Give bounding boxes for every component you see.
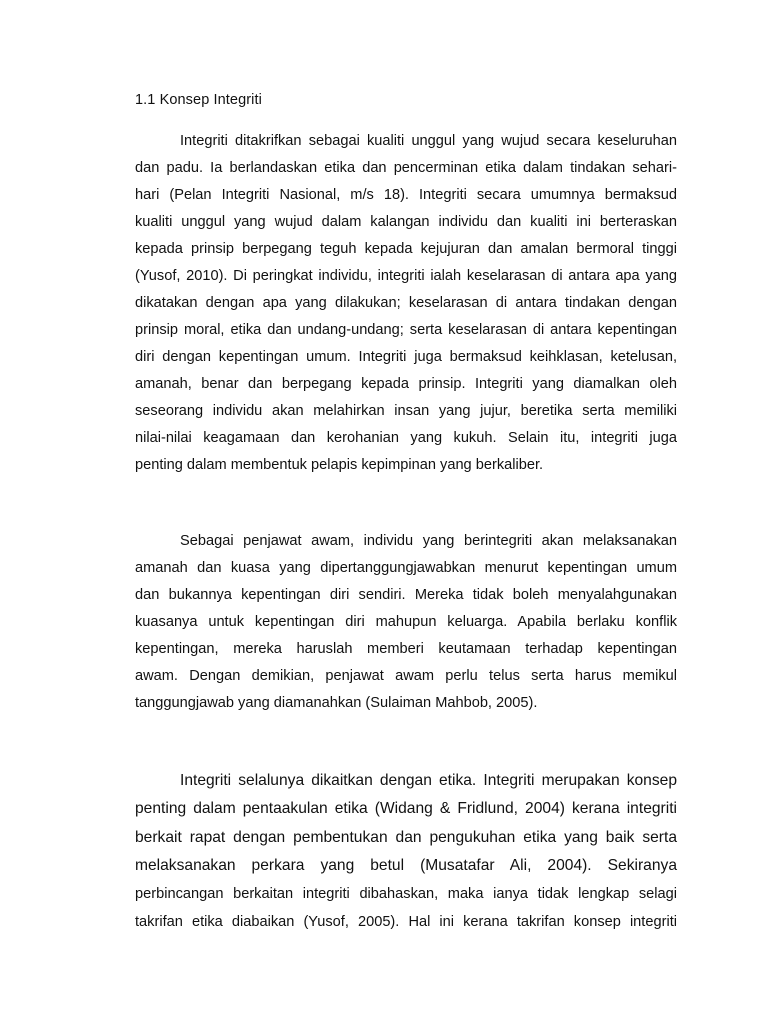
paragraph-line: Sebagai penjawat awam, individu yang berintegriti akan melaksanakan bbox=[180, 533, 677, 549]
paragraph-line: awam. Dengan demikian, penjawat awam perlu telus serta harus memikul bbox=[135, 668, 677, 684]
paragraph-line: Integriti ditakrifkan sebagai kualiti unggul yang wujud secara keseluruhan bbox=[180, 133, 677, 149]
paragraph-line: tanggungjawab yang diamanahkan (Sulaiman Mahbob, 2005). bbox=[135, 695, 538, 711]
paragraph-line: kuasanya untuk kepentingan diri mahupun keluarga. Apabila berlaku konflik bbox=[135, 614, 677, 630]
paragraph-line: nilai-nilai keagamaan dan kerohanian yang kukuh. Selain itu, integriti juga bbox=[135, 430, 677, 446]
paragraph-line: diri dengan kepentingan umum. Integriti juga bermaksud keihklasan, ketelusan, bbox=[135, 349, 677, 365]
paragraph-line: kepada prinsip berpegang teguh kepada kejujuran dan amalan bermoral tinggi bbox=[135, 241, 677, 257]
paragraph-line: takrifan etika diabaikan (Yusof, 2005). Hal ini kerana takrifan konsep integriti bbox=[135, 914, 677, 931]
paragraph-line: kepentingan, mereka haruslah memberi keutamaan terhadap kepentingan bbox=[135, 641, 677, 657]
paragraph-line: Integriti selalunya dikaitkan dengan etika. Integriti merupakan konsep bbox=[180, 772, 677, 789]
paragraph-line: (Yusof, 2010). Di peringkat individu, integriti ialah keselarasan di antara apa yang bbox=[135, 268, 677, 284]
paragraph-line: dan padu. Ia berlandaskan etika dan pencerminan etika dalam tindakan sehari- bbox=[135, 160, 677, 176]
paragraph-line: dan bukannya kepentingan diri sendiri. Mereka tidak boleh menyalahgunakan bbox=[135, 587, 677, 603]
paragraph-etika bbox=[135, 767, 677, 937]
paragraph-konsep-integriti bbox=[135, 128, 677, 479]
paragraph-line: hari (Pelan Integriti Nasional, m/s 18). Integriti secara umumnya bermaksud bbox=[135, 187, 677, 203]
paragraph-line: dikatakan dengan apa yang dilakukan; keselarasan di antara tindakan dengan bbox=[135, 295, 677, 311]
paragraph-line: kualiti unggul yang wujud dalam kalangan individu dan kualiti ini berteraskan bbox=[135, 214, 677, 230]
paragraph-line: prinsip moral, etika dan undang-undang; serta keselarasan di antara kepentingan bbox=[135, 322, 677, 338]
paragraph-line: amanah dan kuasa yang dipertanggungjawabkan menurut kepentingan umum bbox=[135, 560, 677, 576]
paragraph-line: amanah, benar dan berpegang kepada prinsip. Integriti yang diamalkan oleh bbox=[135, 376, 677, 392]
paragraph-line: penting dalam membentuk pelapis kepimpinan yang berkaliber. bbox=[135, 457, 544, 473]
section-heading: 1.1 Konsep Integriti bbox=[135, 92, 262, 108]
paragraph-line: penting dalam pentaakulan etika (Widang & Fridlund, 2004) kerana integriti bbox=[135, 800, 677, 818]
paragraph-penjawat-awam bbox=[135, 528, 677, 717]
paragraph-line: seseorang individu akan melahirkan insan yang jujur, beretika serta memiliki bbox=[135, 403, 677, 419]
paragraph-line: melaksanakan perkara yang betul (Musatafar Ali, 2004). Sekiranya bbox=[135, 856, 677, 874]
paragraph-line: berkait rapat dengan pembentukan dan pengukuhan etika yang baik serta bbox=[135, 828, 677, 846]
paragraph-line: perbincangan berkaitan integriti dibahaskan, maka ianya tidak lengkap selagi bbox=[135, 886, 677, 903]
